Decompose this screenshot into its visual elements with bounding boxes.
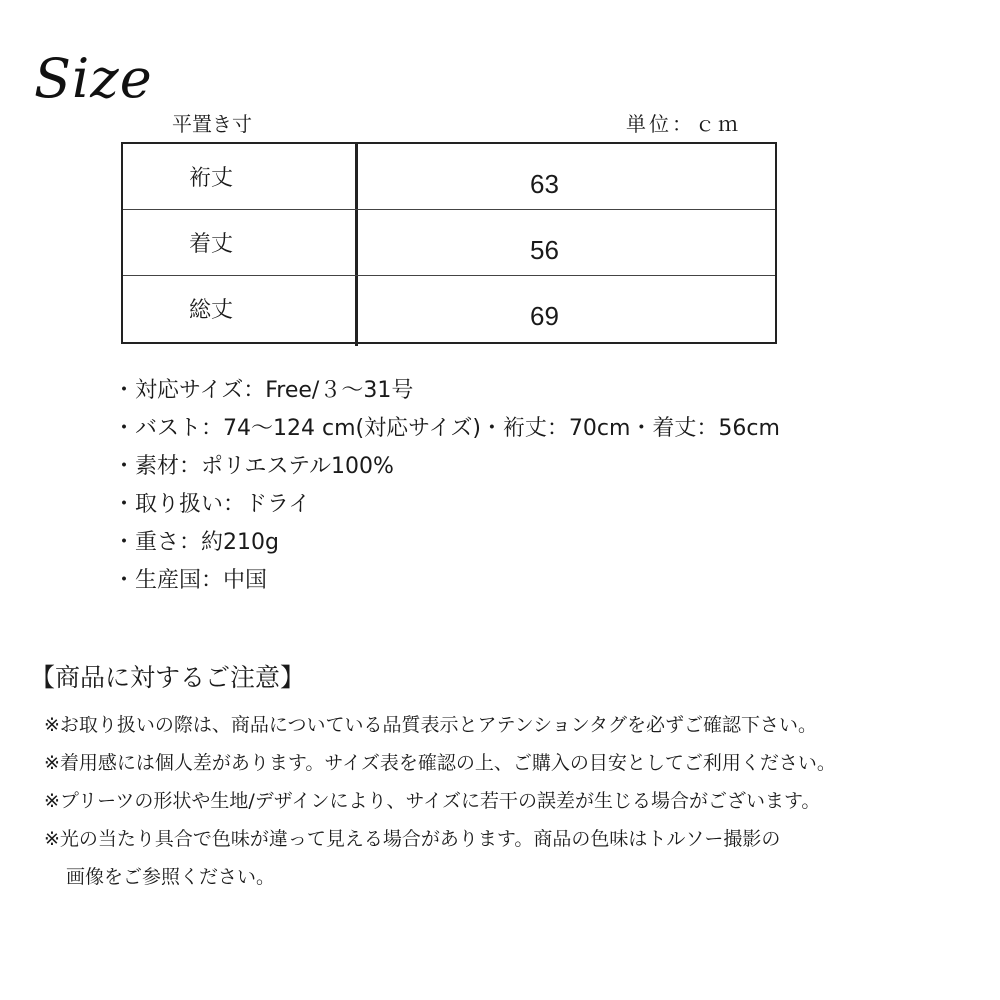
size-value: 56 xyxy=(530,235,559,265)
table-caption: 平置き寸 xyxy=(172,112,252,136)
notice-item: ※着用感には個人差があります。サイズ表を確認の上、ご購入の目安としてご利用ください。 xyxy=(44,752,836,774)
unit-label: 単位：ｃｍ xyxy=(626,112,741,136)
size-table xyxy=(121,142,777,344)
size-row-length xyxy=(123,210,775,276)
spec-item-bust: ・バスト：74～124 cm(対応サイズ)・裄丈：70cm・着丈：56cm xyxy=(113,416,780,441)
page-title: Size xyxy=(34,47,153,110)
notice-item-continuation: 画像をご参照ください。 xyxy=(66,866,276,888)
size-row-total-length xyxy=(123,276,775,342)
spec-item-fit-size: ・対応サイズ：Free/３～31号 xyxy=(113,378,414,403)
size-value: 63 xyxy=(530,169,559,199)
notice-item: ※プリーツの形状や生地/デザインにより、サイズに若干の誤差が生じる場合がございます。 xyxy=(44,790,821,812)
notice-item: ※光の当たり具合で色味が違って見える場合があります。商品の色味はトルソー撮影の xyxy=(44,828,781,850)
size-label: 着丈 xyxy=(189,232,234,257)
notice-list xyxy=(44,706,836,896)
size-label: 裄丈 xyxy=(189,166,234,191)
size-label: 総丈 xyxy=(189,298,234,323)
spec-item-care: ・取り扱い：ドライ xyxy=(113,492,311,517)
size-row-sleeve xyxy=(123,144,775,210)
notice-item: ※お取り扱いの際は、商品についている品質表示とアテンションタグを必ずご確認下さい。 xyxy=(44,714,817,736)
spec-list xyxy=(113,372,780,600)
notice-heading: 【商品に対するご注意】 xyxy=(30,663,306,692)
spec-item-origin: ・生産国：中国 xyxy=(113,568,268,593)
size-value: 69 xyxy=(530,301,559,331)
spec-item-weight: ・重さ：約210g xyxy=(113,530,279,555)
spec-item-material: ・素材：ポリエステル100% xyxy=(113,454,394,479)
